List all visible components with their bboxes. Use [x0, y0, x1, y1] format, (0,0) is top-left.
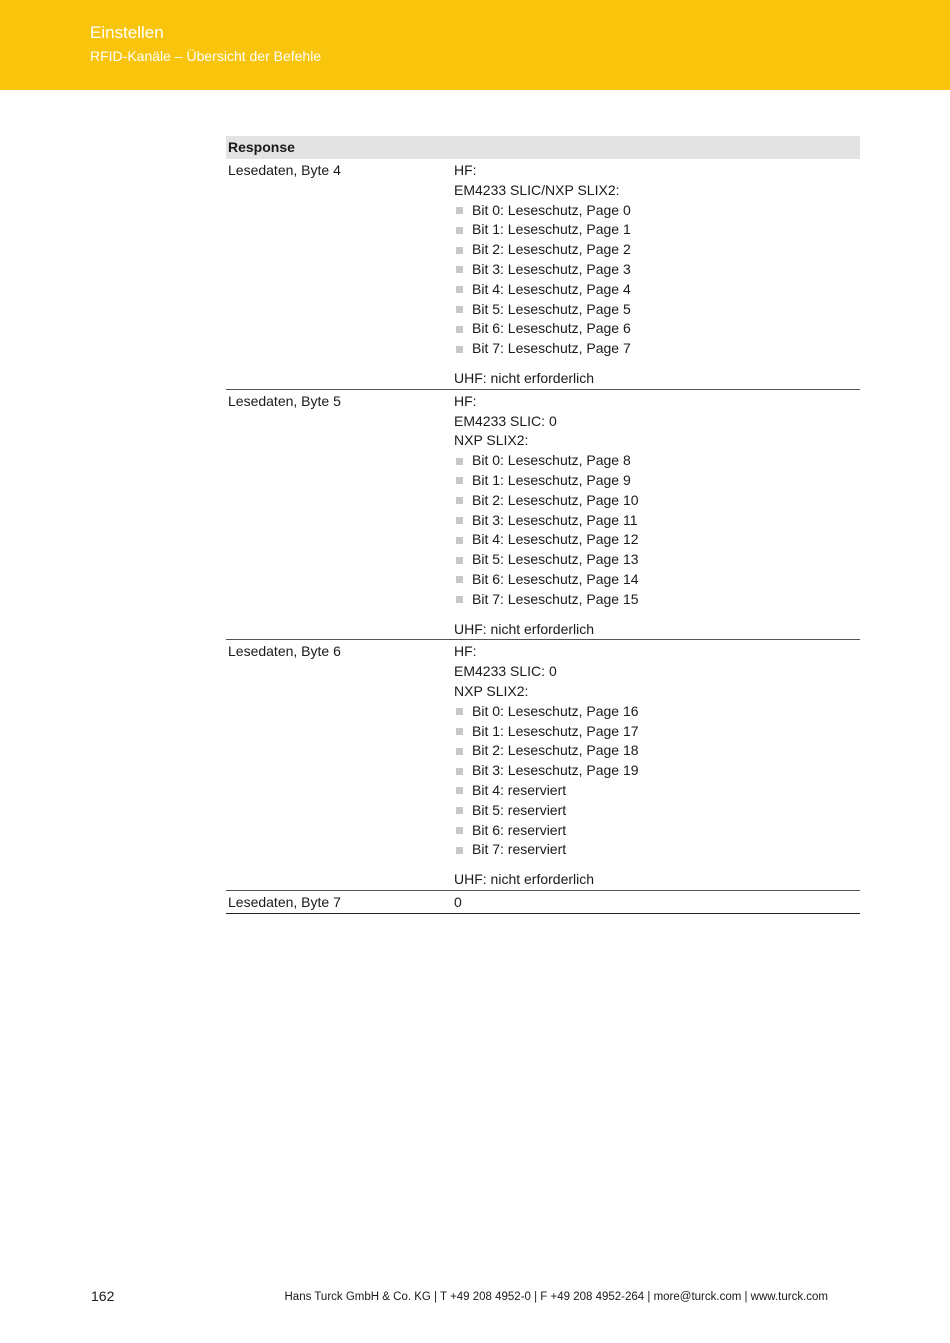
bullet-item	[454, 339, 860, 359]
bullet-item	[454, 801, 860, 821]
bullet-text: Bit 6: Leseschutz, Page 6	[472, 320, 631, 337]
bullet-item	[454, 511, 860, 531]
row-description	[454, 392, 860, 640]
square-bullet-icon	[456, 517, 463, 524]
bullet-item	[454, 300, 860, 320]
bullet-text: Bit 4: Leseschutz, Page 12	[472, 531, 639, 548]
page-number: 162	[91, 1288, 115, 1304]
bullet-text: Bit 1: Leseschutz, Page 9	[472, 471, 631, 488]
bullet-item	[454, 570, 860, 590]
square-bullet-icon	[456, 557, 463, 564]
bullet-item	[454, 761, 860, 781]
bullet-item	[454, 220, 860, 240]
description-line: EM4233 SLIC: 0	[454, 663, 557, 680]
bullet-text: Bit 0: Leseschutz, Page 8	[472, 452, 631, 469]
bullet-text: Bit 3: Leseschutz, Page 3	[472, 260, 631, 277]
square-bullet-icon	[456, 787, 463, 794]
bullet-text: Bit 7: Leseschutz, Page 15	[472, 590, 639, 607]
bullet-text: Bit 0: Leseschutz, Page 16	[472, 702, 639, 719]
square-bullet-icon	[456, 728, 463, 735]
page-title: Einstellen	[90, 23, 164, 42]
bullet-item	[454, 840, 860, 860]
description-line: EM4233 SLIC/NXP SLIX2:	[454, 181, 620, 198]
description-line: HF:	[454, 643, 477, 660]
bullet-item	[454, 451, 860, 471]
bullet-text: Bit 6: Leseschutz, Page 14	[472, 570, 639, 587]
uhf-note: UHF: nicht erforderlich	[454, 369, 595, 386]
bullet-text: Bit 4: reserviert	[472, 781, 567, 798]
bullet-text: Bit 7: Leseschutz, Page 7	[472, 340, 631, 357]
bullet-item	[454, 821, 860, 841]
bullet-text: Bit 3: Leseschutz, Page 11	[472, 511, 638, 528]
bullet-item	[454, 240, 860, 260]
response-table	[226, 136, 860, 914]
square-bullet-icon	[456, 768, 463, 775]
square-bullet-icon	[456, 286, 463, 293]
bullet-item	[454, 550, 860, 570]
row-description	[454, 161, 860, 389]
bullet-item	[454, 471, 860, 491]
description-line: HF:	[454, 392, 477, 409]
square-bullet-icon	[456, 497, 463, 504]
table-body	[226, 159, 860, 914]
square-bullet-icon	[456, 306, 463, 313]
spacer	[454, 610, 860, 620]
row-label: Lesedaten, Byte 7	[228, 893, 341, 910]
bullet-text: Bit 5: reserviert	[472, 801, 567, 818]
square-bullet-icon	[456, 247, 463, 254]
table-row	[226, 390, 860, 641]
table-row	[226, 159, 860, 390]
bullet-item	[454, 280, 860, 300]
square-bullet-icon	[456, 266, 463, 273]
spacer	[454, 359, 860, 369]
square-bullet-icon	[456, 207, 463, 214]
bullet-text: Bit 0: Leseschutz, Page 0	[472, 201, 631, 218]
square-bullet-icon	[456, 326, 463, 333]
footer-company-info: Hans Turck GmbH & Co. KG | T +49 208 4952-0 | F +49 208 4952-264 | more@turck.com | www.turck.com	[284, 1291, 828, 1303]
square-bullet-icon	[456, 537, 463, 544]
bullet-text: Bit 1: Leseschutz, Page 1	[472, 221, 631, 238]
table-row	[226, 640, 860, 891]
square-bullet-icon	[456, 827, 463, 834]
bullet-item	[454, 741, 860, 761]
bullet-text: Bit 3: Leseschutz, Page 19	[472, 762, 639, 779]
page-header	[0, 0, 950, 90]
bullet-text: Bit 6: reserviert	[472, 821, 567, 838]
table-heading: Response	[226, 136, 860, 159]
square-bullet-icon	[456, 227, 463, 234]
uhf-note: UHF: nicht erforderlich	[454, 620, 595, 637]
bullet-item	[454, 702, 860, 722]
row-description	[454, 893, 860, 913]
description-line: 0	[454, 893, 462, 910]
page-subtitle: RFID-Kanäle – Übersicht der Befehle	[90, 48, 322, 64]
square-bullet-icon	[456, 458, 463, 465]
square-bullet-icon	[456, 807, 463, 814]
bullet-text: Bit 2: Leseschutz, Page 18	[472, 742, 639, 759]
bullet-text: Bit 2: Leseschutz, Page 2	[472, 241, 631, 258]
row-label: Lesedaten, Byte 6	[228, 643, 341, 660]
description-line: NXP SLIX2:	[454, 432, 529, 449]
square-bullet-icon	[456, 748, 463, 755]
bullet-text: Bit 2: Leseschutz, Page 10	[472, 491, 639, 508]
bullet-text: Bit 7: reserviert	[472, 841, 567, 858]
description-line: EM4233 SLIC: 0	[454, 412, 557, 429]
bullet-text: Bit 1: Leseschutz, Page 17	[472, 722, 639, 739]
table-row	[226, 891, 860, 914]
bullet-item	[454, 319, 860, 339]
bullet-text: Bit 5: Leseschutz, Page 5	[472, 300, 631, 317]
square-bullet-icon	[456, 596, 463, 603]
description-line: NXP SLIX2:	[454, 682, 529, 699]
bullet-text: Bit 5: Leseschutz, Page 13	[472, 551, 639, 568]
bullet-item	[454, 491, 860, 511]
bullet-item	[454, 530, 860, 550]
square-bullet-icon	[456, 477, 463, 484]
bullet-item	[454, 781, 860, 801]
bullet-item	[454, 201, 860, 221]
square-bullet-icon	[456, 847, 463, 854]
square-bullet-icon	[456, 576, 463, 583]
bullet-text: Bit 4: Leseschutz, Page 4	[472, 280, 631, 297]
description-line: HF:	[454, 162, 477, 178]
row-label: Lesedaten, Byte 4	[228, 162, 341, 178]
bullet-item	[454, 260, 860, 280]
row-description	[454, 642, 860, 890]
square-bullet-icon	[456, 346, 463, 353]
spacer	[454, 860, 860, 870]
bullet-item	[454, 722, 860, 742]
uhf-note: UHF: nicht erforderlich	[454, 871, 595, 888]
square-bullet-icon	[456, 708, 463, 715]
bullet-item	[454, 590, 860, 610]
row-label: Lesedaten, Byte 5	[228, 392, 341, 409]
